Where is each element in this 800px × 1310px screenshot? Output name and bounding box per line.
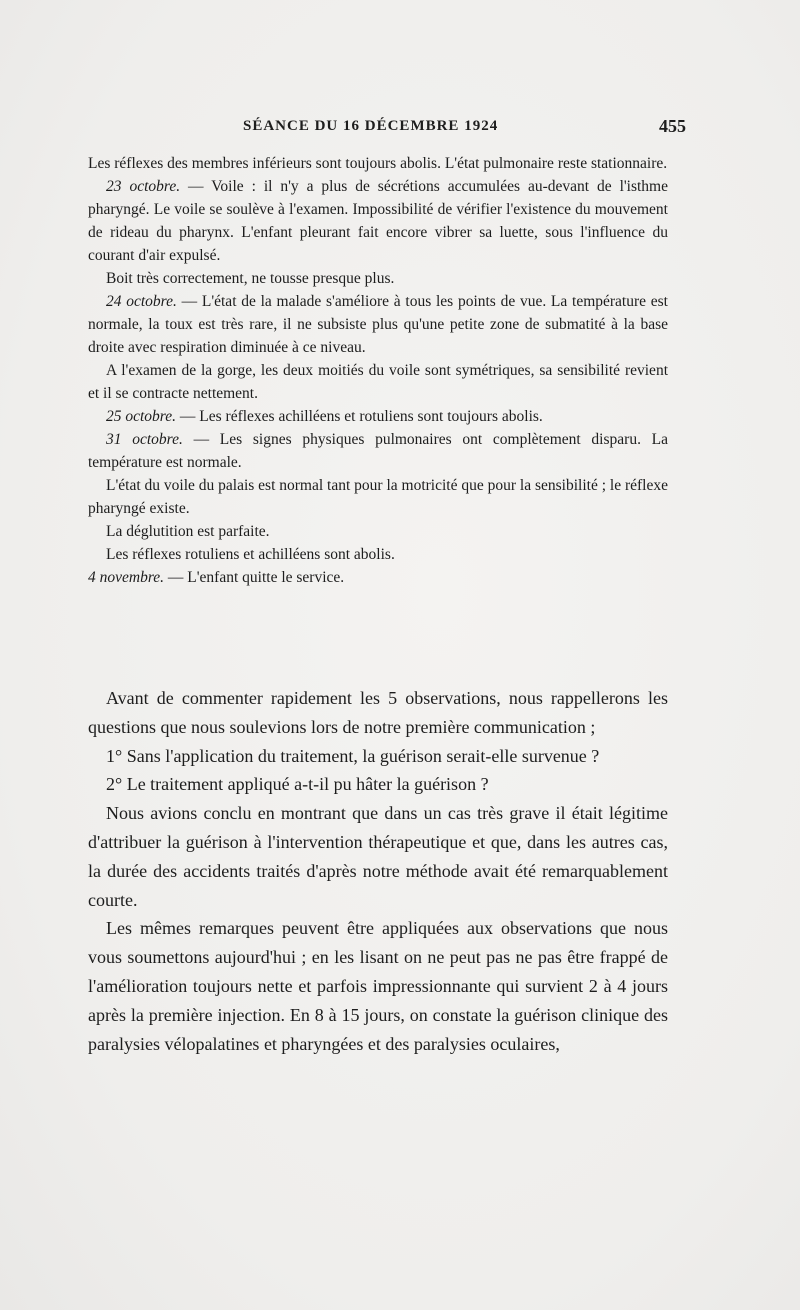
observation-text: — L'enfant quitte le service. xyxy=(164,569,345,586)
observation-text: La déglutition est parfaite. xyxy=(106,523,270,540)
observation-paragraph xyxy=(88,290,668,359)
observation-paragraph xyxy=(88,566,668,589)
observation-date: 23 octobre. xyxy=(106,178,181,195)
observation-paragraph xyxy=(88,267,668,290)
observation-text: Les réflexes des membres inférieurs sont toujours abolis. L'état pulmonaire reste stationnaire. xyxy=(88,155,668,172)
discussion-paragraph: 1° Sans l'application du traitement, la guérison serait-elle survenue ? xyxy=(106,745,600,766)
observation-paragraph xyxy=(88,405,668,428)
observation-paragraph xyxy=(88,428,668,474)
observation-date: 31 octobre. xyxy=(106,431,183,448)
observation-text: — Voile : il n'y a plus de sécrétions accumulées au-devant de l'isthme pharyngé. Le voile se soulève à l'examen. Impossibilité de vérifier l'existence du mouvement de rideau du pharynx. L'enfant pleurant fait encore vibrer sa luette, sous l'influence du courant d'air expulsé. xyxy=(88,178,668,264)
discussion-paragraph: Avant de commenter rapidement les 5 observations, nous rappellerons les questions que nous soulevions lors de notre première communication ; xyxy=(88,688,668,737)
observation-paragraph xyxy=(88,359,668,405)
discussion-paragraph: Nous avions conclu en montrant que dans un cas très grave il était légitime d'attribuer la guérison à l'intervention thérapeutique et que, dans les autres cas, la durée des accidents traités d'après notre méthode avait été remarquablement courte. xyxy=(88,803,668,910)
observation-text: — Les réflexes achilléens et rotuliens sont toujours abolis. xyxy=(176,408,543,425)
observation-text: — L'état de la malade s'améliore à tous les points de vue. La température est normale, la toux est très rare, il ne subsiste plus qu'une petite zone de submatité à la base droite avec respiration diminuée à ce niveau. xyxy=(88,293,668,356)
page-number: 455 xyxy=(659,116,686,136)
observation-paragraph xyxy=(88,175,668,267)
observation-date: 25 octobre. xyxy=(106,408,177,425)
observation-text: Les réflexes rotuliens et achilléens sont abolis. xyxy=(106,546,395,563)
clinical-observation-notes xyxy=(88,152,668,589)
observation-text: Boit très correctement, ne tousse presque plus. xyxy=(106,270,395,287)
observation-text: A l'examen de la gorge, les deux moitiés du voile sont symétriques, sa sensibilité revient et il se contracte nettement. xyxy=(88,362,668,402)
observation-date: 4 novembre. xyxy=(88,569,165,586)
observation-paragraph xyxy=(88,152,668,175)
observation-paragraph xyxy=(88,474,668,520)
observation-paragraph xyxy=(88,543,668,566)
observation-text: — Les signes physiques pulmonaires ont complètement disparu. La température est normale. xyxy=(88,431,668,471)
observation-text: L'état du voile du palais est normal tant pour la motricité que pour la sensibilité ; le réflexe pharyngé existe. xyxy=(88,477,668,517)
page-header xyxy=(88,118,686,142)
discussion-paragraph: Les mêmes remarques peuvent être appliquées aux observations que nous vous soumettons aujourd'hui ; en les lisant on ne peut pas ne pas être frappé de l'amélioration toujours nette et parfois impressionnante qui survient 2 à 4 jours après la première injection. En 8 à 15 jours, on constate la guérison clinique des paralysies vélopalatines et pharyngées et des paralysies oculaires, xyxy=(88,918,668,1054)
observation-date: 24 octobre. xyxy=(106,293,177,310)
discussion-text xyxy=(88,684,668,1058)
discussion-paragraph: 2° Le traitement appliqué a-t-il pu hâter la guérison ? xyxy=(106,774,489,795)
running-head: SÉANCE DU 16 DÉCEMBRE 1924 xyxy=(243,118,499,134)
observation-paragraph xyxy=(88,520,668,543)
